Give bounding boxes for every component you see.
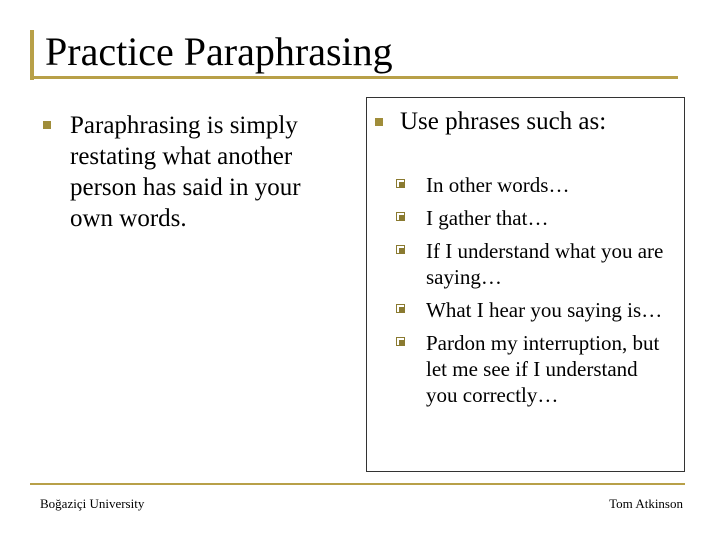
title-accent-bar: [30, 30, 34, 80]
checkbox-bullet-icon: [396, 337, 405, 346]
list-item-text: If I understand what you are saying…: [426, 239, 664, 289]
left-bullet-text: Paraphrasing is simply restating what another person has said in your own words.: [70, 112, 301, 232]
square-bullet-icon: [375, 118, 383, 126]
list-item: [396, 297, 671, 323]
list-item: [396, 172, 671, 198]
right-bullet-text: Use phrases such as:: [400, 108, 607, 135]
list-item: [396, 330, 671, 408]
footer-institution: Boğaziçi University: [40, 496, 145, 511]
square-bullet-icon: [43, 121, 51, 129]
checkbox-bullet-icon: [396, 245, 405, 254]
checkbox-bullet-icon: [396, 212, 405, 221]
list-item: [396, 205, 671, 231]
checkbox-bullet-icon: [396, 179, 405, 188]
list-item-text: What I hear you saying is…: [426, 298, 663, 322]
footer-divider: [30, 483, 685, 485]
list-item-text: In other words…: [426, 173, 570, 197]
list-item-text: I gather that…: [426, 206, 549, 230]
list-item: [396, 238, 671, 290]
footer-author: Tom Atkinson: [609, 496, 683, 511]
sub-list: [396, 172, 671, 415]
checkbox-bullet-icon: [396, 304, 405, 313]
list-item-text: Pardon my interruption, but let me see if I understand you correctly…: [426, 331, 660, 407]
slide-title: Practice Paraphrasing: [45, 29, 393, 74]
